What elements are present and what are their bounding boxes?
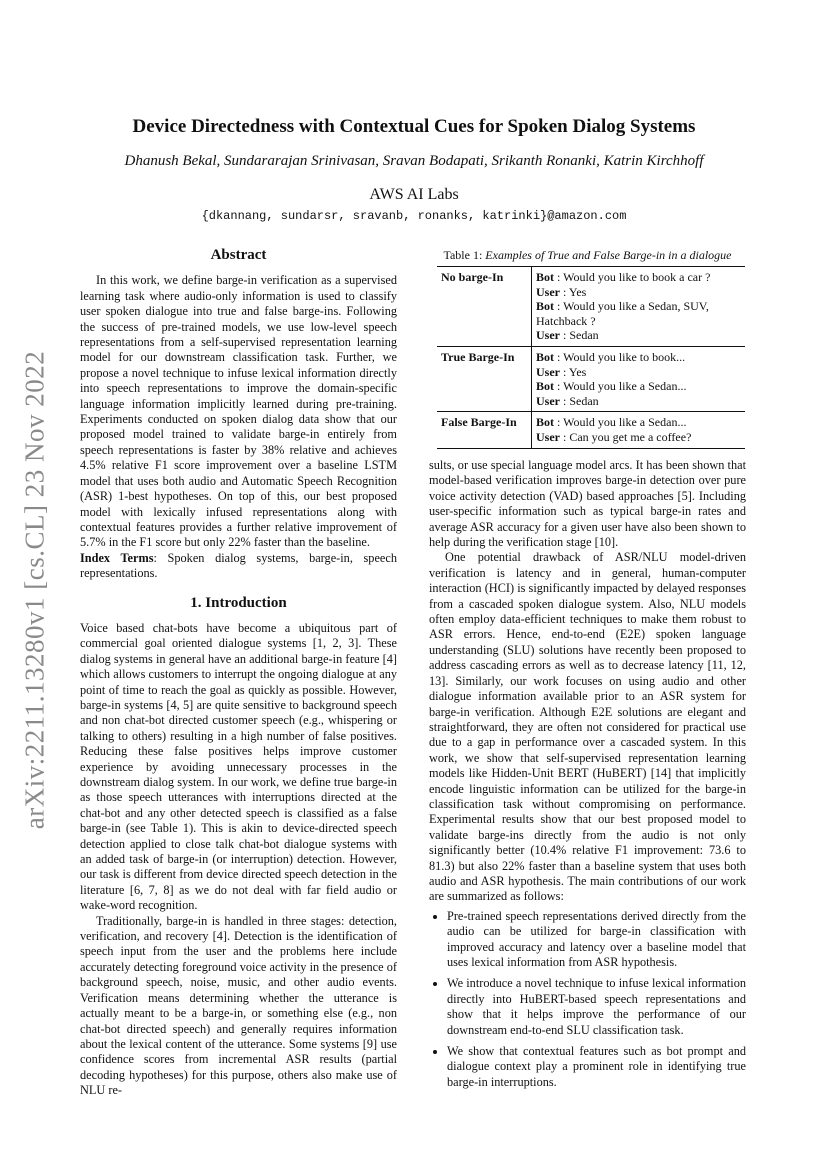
row-dialogue (532, 267, 746, 347)
speaker-label: Bot (536, 349, 554, 364)
arxiv-id: arXiv:2211.13280v1 [cs.CL] 23 Nov 2022 (19, 350, 50, 830)
utterance: : Would you like to book... (554, 349, 686, 364)
table-caption-text: Examples of True and False Barge-in in a dialogue (485, 248, 732, 262)
left-column (80, 248, 397, 1099)
intro-paragraph-4: One potential drawback of ASR/NLU model-driven verification is latency and in general, human-computer interaction (HCI) is significantly impacted by delayed responses from a cascaded spoken dialogue system. Also, NLU models often employ data-efficient techniques to make them robust to ASR errors. Hence, end-to-end (E2E) spoken language understanding (SLU) solutions have recently been proposed to address cascading errors as well as to decrease latency [11, 12, 13]. Similarly, our work focuses on using audio and other dialogue information available prior to an ASR system for barge-in verification. Although E2E solutions are elegant and straightforward, they are often not considered for practical use due to a gap in performance over a cascaded system. In this work, we show that self-supervised representation learning models like Hidden-Unit BERT (HuBERT) [14] that implicitly encode linguistic information can be utilized for the barge-in classification task without compromising on performance. Experimental results show that our best proposed model to validate barge-ins directly from the audio is not only significantly better (10.4% relative F1 improvement: 73.6 to 81.3) but also 22% faster than a baseline system that uses both audio and ASR hypothesis. The main contributions of our work are summarized as follows: (429, 550, 746, 904)
row-label: False Barge-In (437, 412, 532, 448)
speaker-label: Bot (536, 270, 554, 284)
row-label: No barge-In (437, 267, 532, 347)
utterance: : Yes (560, 284, 587, 299)
barge-in-examples-table (437, 266, 745, 449)
table-row (437, 412, 745, 448)
right-column (429, 458, 746, 1096)
intro-paragraph-2: Traditionally, barge-in is handled in three stages: detection, verification, and recovery [4]. Detection is the identification of speech input from the user and the problems here include accurately detecting foreground voice activity in the presence of background speech, noise, music, and other audio events. Verification means determining whether the utterance is actually meant to be a barge-in, or something else (e.g., non chat-bot directed speech) and generally requires information about the lexical content of the utterance. Some systems [9] use confidence scores from incremental ASR results (partial decoding hypotheses) for this purpose, others also make use of NLU re- (80, 913, 397, 1098)
speaker-label: User (536, 284, 560, 299)
author-list: Dhanush Bekal, Sundararajan Srinivasan, Sravan Bodapati, Srikanth Ronanki, Katrin Kirchhoff (124, 153, 704, 169)
utterance: : Would you like a Sedan... (554, 379, 687, 394)
intro-heading: 1. Introduction (190, 594, 287, 611)
list-item: • Pre-trained speech representations derived directly from the audio can be utilized for barge-in classification with improved accuracy and latency over a baseline model that uses lexical information from ASR hypothesis. (447, 909, 746, 971)
list-item: • We show that contextual features such as bot prompt and dialogue context play a prominent role in identifying true barge-in interruptions. (447, 1044, 746, 1090)
speaker-label: User (536, 364, 560, 379)
index-terms-label: Index Terms (80, 550, 154, 565)
index-terms (80, 551, 397, 582)
utterance: : Sedan (560, 328, 599, 343)
abstract-heading: Abstract (210, 247, 267, 263)
speaker-label: User (536, 429, 560, 444)
speaker-label: User (536, 393, 560, 408)
intro-paragraph-3: sults, or use special language model arcs. It has been shown that model-based verification improves barge-in detection over pure voice activity detection (VAD) based approaches [5]. Including user-specific information such as typical barge-in rates and average ASR accuracy for a given user have also been shown to help during the verification stage [10]. (429, 458, 746, 550)
utterance: : Yes (560, 364, 587, 379)
paper-title: Device Directedness with Contextual Cues for Spoken Dialog Systems (132, 116, 696, 137)
author-emails: {dkannang, sundarsr, sravanb, ronanks, katrinki}@amazon.com (201, 209, 627, 223)
list-item: • We introduce a novel technique to infuse lexical information directly into HuBERT-based speech representations and show that it helps improve the performance of our downstream end-to-end SLU classification task. (447, 976, 746, 1038)
abstract-text: In this work, we define barge-in verification as a supervised learning task where audio-only information is used to classify user spoken dialogue into true and false barge-ins. Following the success of pre-trained models, we use low-level speech representations from a self-supervised representation learning model for our downstream classification task. Further, we propose a novel technique to infuse lexical information directly into speech representations to improve the domain-specific language information implicitly learned during pre-training. Experiments conducted on spoken dialog data show that our proposed model trained to validate barge-in entirely from speech representations is faster by 38% relative and achieves 4.5% relative F1 score improvement over a baseline LSTM model that uses both audio and Automatic Speech Recognition (ASR) 1-best hypotheses. On top of this, our best proposed model with lexically infused representations along with contextual features provides a further relative improvement of 5.7% in the F1 score but only 22% faster than the baseline. (80, 273, 397, 550)
arxiv-stamp (10, 330, 60, 850)
affiliation: AWS AI Labs (369, 186, 459, 203)
row-dialogue (532, 346, 746, 411)
speaker-label: Bot (536, 299, 554, 314)
index-terms-text: : Spoken dialog systems, barge-in, speech representations. (80, 550, 397, 581)
contributions-list (429, 909, 746, 1090)
utterance: : Would you like to book a car ? (554, 270, 711, 284)
table-row (437, 267, 745, 347)
table-row (437, 346, 745, 411)
utterance: : Would you like a Sedan, SUV, Hatchback ? (536, 299, 709, 328)
table-caption-label: Table 1: (443, 248, 483, 262)
speaker-label: Bot (536, 379, 554, 394)
speaker-label: Bot (536, 415, 554, 430)
intro-paragraph-1: Voice based chat-bots have become a ubiquitous part of commercial goal oriented dialogue systems [1, 2, 3]. These dialog systems in general have an additional barge-in feature [4] which allows customers to interrupt the ongoing dialogue at any point of time to reach the goal as quickly as possible. However, barge-in systems [4, 5] are quite sensitive to background speech and non chat-bot directed customer speech (e.g., whispering or talking to others) resulting in a high number of false positives. Reducing these false positives helps improve customer experience by avoiding unnecessary processes in the downstream dialog system. In our work, we define true barge-in as those speech utterances with interruptions directed at the chat-bot and any other detected speech is classified as a false barge-in (see Table 1). This is akin to device-directed speech detection applied to close talk chat-bot dialogue systems with an added task of barge-in (or interruption) detection. However, our task is different from device directed speech detection in the literature [6, 7, 8] as we do not deal with far field audio or wake-word recognition. (80, 620, 397, 913)
table-caption (429, 248, 746, 263)
row-label: True Barge-In (437, 346, 532, 411)
utterance: : Would you like a Sedan... (554, 415, 687, 430)
utterance: : Can you get me a coffee? (560, 429, 692, 444)
row-dialogue (532, 412, 746, 448)
speaker-label: User (536, 328, 560, 343)
utterance: : Sedan (560, 393, 599, 408)
